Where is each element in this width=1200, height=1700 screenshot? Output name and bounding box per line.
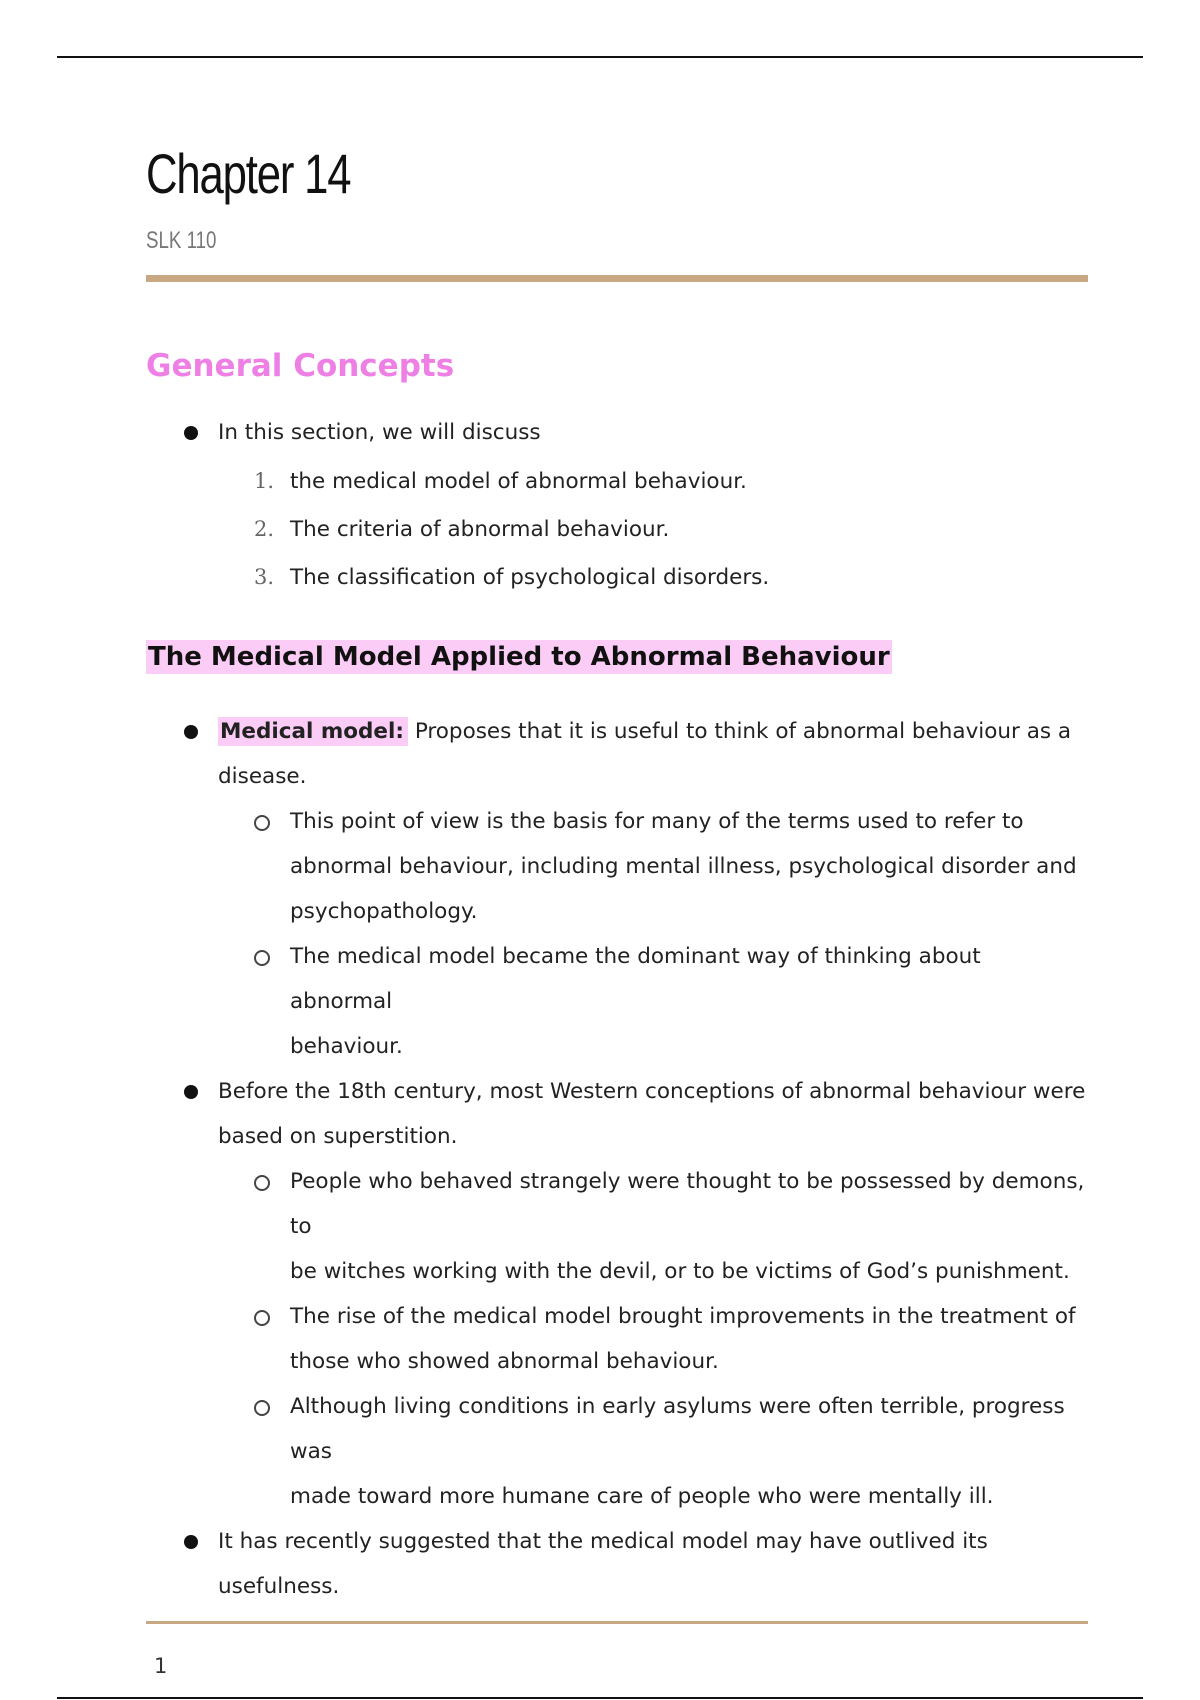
sub-item-line: This point of view is the basis for many of the terms used to refer to — [290, 809, 1024, 834]
sub-item-line: abnormal behaviour, including mental illness, psychological disorder and — [290, 854, 1077, 879]
sub-item-line: The rise of the medical model brought improvements in the treatment of — [290, 1304, 1076, 1329]
item-line: based on superstition. — [218, 1124, 458, 1149]
list-item — [146, 410, 1088, 455]
sub-item-line: behaviour. — [290, 1034, 403, 1059]
numbered-item-text: the medical model of abnormal behaviour. — [290, 469, 747, 494]
number-marker: 3. — [254, 565, 275, 589]
section-heading-general-concepts: General Concepts — [146, 348, 455, 384]
numbered-item — [146, 507, 1088, 552]
page-number: 1 — [154, 1654, 168, 1678]
definition-text: Proposes that it is useful to think of abnormal behaviour as a — [414, 719, 1072, 744]
sub-list-item — [146, 799, 1088, 934]
numbered-item — [146, 555, 1088, 600]
sub-list-item — [146, 1294, 1088, 1384]
sub-list-item — [146, 1159, 1088, 1294]
document-page — [146, 140, 1088, 1681]
highlighted-heading-text: The Medical Model Applied to Abnormal Behaviour — [148, 642, 890, 672]
title-underline — [146, 275, 1088, 282]
sub-list-item — [146, 1384, 1088, 1519]
list-item — [146, 1069, 1088, 1159]
sub-item-line: be witches working with the devil, or to be victims of God’s punishment. — [290, 1259, 1070, 1284]
chapter-title: Chapter 14 — [146, 142, 351, 205]
highlighted-term: Medical model: — [218, 717, 408, 746]
sub-item-line: Although living conditions in early asylums were often terrible, progress was — [290, 1394, 1065, 1464]
numbered-item — [146, 459, 1088, 504]
number-marker: 2. — [254, 517, 275, 541]
course-code: SLK 110 — [146, 227, 217, 254]
footer-divider — [146, 1621, 1088, 1624]
bottom-border-line — [57, 1697, 1143, 1699]
medical-model-list — [146, 709, 1088, 1609]
intro-text: In this section, we will discuss — [218, 420, 541, 445]
general-concepts-list — [146, 410, 1088, 455]
sub-list-item — [146, 934, 1088, 1069]
section-heading-medical-model — [146, 639, 1088, 675]
list-item — [146, 709, 1088, 799]
numbered-item-text: The criteria of abnormal behaviour. — [290, 517, 670, 542]
top-border-line — [57, 56, 1143, 58]
sub-item-line: The medical model became the dominant way of thinking about abnormal — [290, 944, 981, 1014]
sub-item-line: those who showed abnormal behaviour. — [290, 1349, 719, 1374]
item-line: Before the 18th century, most Western conceptions of abnormal behaviour were — [218, 1079, 1086, 1104]
item-line: It has recently suggested that the medical model may have outlived its usefulness. — [218, 1529, 988, 1599]
sub-item-line: psychopathology. — [290, 899, 478, 924]
list-item — [146, 1519, 1088, 1609]
numbered-item-text: The classification of psychological disorders. — [290, 565, 770, 590]
number-marker: 1. — [254, 469, 275, 493]
sub-item-line: made toward more humane care of people who were mentally ill. — [290, 1484, 994, 1509]
sub-item-line: People who behaved strangely were thought to be possessed by demons, to — [290, 1169, 1085, 1239]
numbered-list — [146, 459, 1088, 600]
definition-text-cont: disease. — [218, 764, 307, 789]
